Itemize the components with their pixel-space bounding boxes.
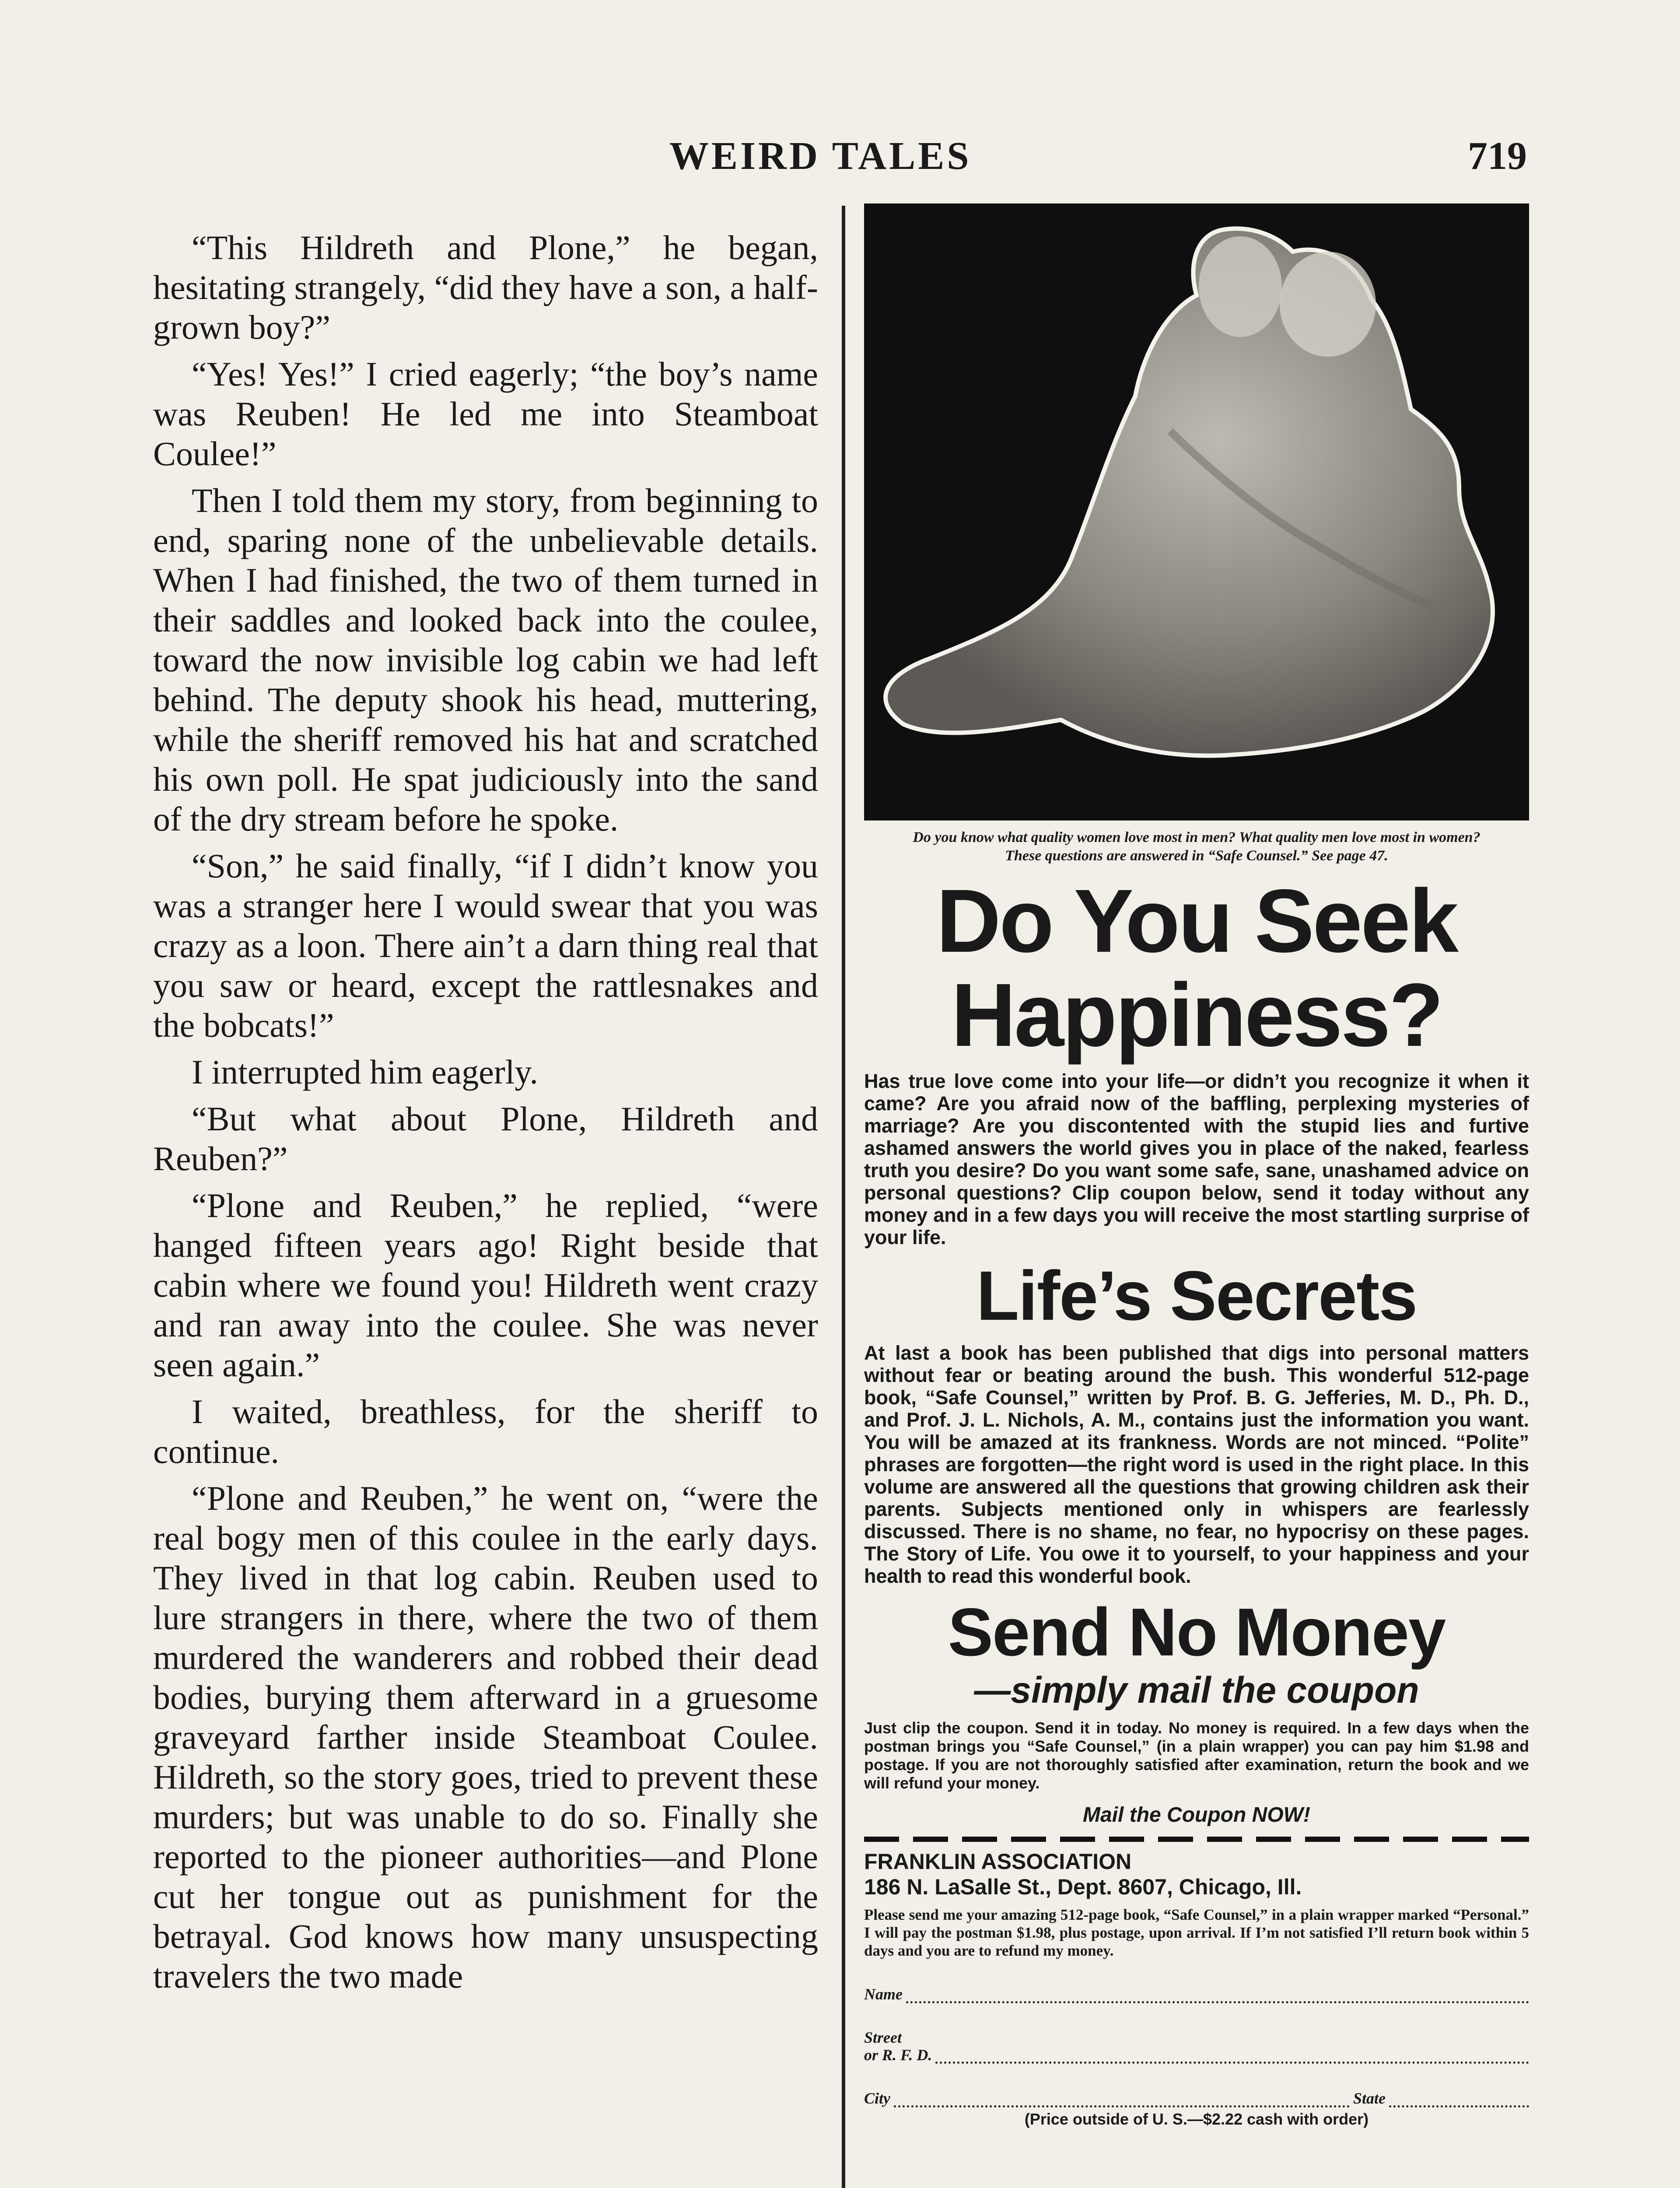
- couple-silhouette-image: [864, 203, 1529, 820]
- story-paragraph: “Plone and Reuben,” he replied, “were hanged fifteen years ago! Right beside that cabin where we found you! Hildreth went crazy and ran away into the coulee. She was never seen again.”: [153, 1186, 818, 1384]
- story-paragraph: “But what about Plone, Hildreth and Reuben?”: [153, 1100, 818, 1178]
- running-head: WEIRD TALES: [669, 134, 972, 178]
- association-address: 186 N. LaSalle St., Dept. 8607, Chicago, Ill.: [864, 1875, 1302, 1899]
- story-paragraph: I interrupted him eagerly.: [192, 1053, 538, 1091]
- photo-caption: Do you know what quality women love most in men? What quality men love most in women? These questions are answered in “Safe Counsel.” See page 47.: [913, 829, 1480, 864]
- couple-photo: [864, 203, 1529, 820]
- story-column: [153, 228, 818, 2003]
- story-paragraph: “This Hildreth and Plone,” he began, hesitating strangely, “did they have a son, a half-grown boy?”: [153, 228, 818, 346]
- story-paragraph: I waited, breathless, for the sheriff to continue.: [153, 1392, 818, 1470]
- name-line[interactable]: [906, 1988, 1529, 2003]
- headline-line: Happiness?: [951, 965, 1442, 1065]
- city-label: City: [864, 2090, 890, 2107]
- story-paragraph: “Yes! Yes!” I cried eagerly; “the boy’s name was Reuben! He led me into Steamboat Coulee!”: [153, 355, 818, 473]
- city-line[interactable]: [894, 2092, 1350, 2107]
- city-state-field[interactable]: [864, 2089, 1529, 2107]
- story-paragraph: “Plone and Reuben,” he went on, “were the real bogy men of this coulee in the early days. They lived in that log cabin. Reuben used to lure strangers in there, where the two of them murdered the wanderers and robbed their dead bodies, burying them afterward in a gruesome graveyard farther inside Steamboat Coulee. Hildreth, so the story goes, tried to prevent these murders; but was unable to do so. Finally she reported to the pioneer authorities—and Plone cut her tongue out as punishment for the betrayal. God knows how many unsuspecting travelers the two made: [153, 1479, 818, 1995]
- send-no-money-heading: Send No Money: [948, 1594, 1446, 1670]
- advertisement: [864, 203, 1529, 2128]
- book-description: At last a book has been published that digs into personal matters without fear or beating around the bush. This wonderful 512-page book, “Safe Counsel,” written by Prof. B. G. Jefferies, M. D., Ph. D., and Prof. J. L. Nichols, A. M., contains just the information you want. You will be amazed at its frankness. Words are not minced. “Polite” phrases are forgotten—the right word is used in the right place. In this volume are answered all the questions that growing children ask their parents. Subjects mentioned only in whispers are fearlessly discussed. There is no shame, no fear, no hypocrisy on these pages. The Story of Life. You owe it to yourself, to your happiness and your health to read this wonderful book.: [864, 1342, 1529, 1587]
- coupon-cut-line: [864, 1837, 1529, 1842]
- ad-headline: [864, 871, 1529, 1065]
- name-field[interactable]: [864, 1985, 1529, 2003]
- coupon-order-text: Please send me your amazing 512-page book, “Safe Counsel,” in a plain wrapper marked “Personal.” I will pay the postman $1.98, plus postage, upon arrival. If I’m not satisfied I’ll return book within 5 days and you are to refund my money.: [864, 1906, 1529, 1959]
- column-divider: [842, 206, 845, 2188]
- state-label: State: [1353, 2090, 1386, 2107]
- street-label: [864, 2029, 932, 2064]
- headline-line: Do You Seek: [936, 871, 1457, 971]
- mail-now-callout: Mail the Coupon NOW!: [1083, 1803, 1310, 1827]
- story-paragraph: “Son,” he said finally, “if I didn’t know you was a stranger here I would swear that you was crazy as a loon. There ain’t a darn thing real that you saw or heard, except the rattlesnakes and the bobcats!”: [153, 847, 818, 1044]
- ad-intro-text: Has true love come into your life—or didn’t you recognize it when it came? Are you afraid now of the baffling, perplexing mysteries of marriage? Are you discontented with the stupid lies and furtive ashamed answers the world gives you in place of the naked, fearless truth you desire? Do you want some safe, sane, unashamed advice on personal questions? Clip coupon below, send it today without any money and in a few days you will receive the most startling surprise of your life.: [864, 1070, 1529, 1248]
- story-paragraph: Then I told them my story, from beginning to end, sparing none of the unbelievable details. When I had finished, the two of them turned in their saddles and looked back into the coulee, toward the now invisible log cabin we had left behind. The deputy shook his head, muttering, while the sheriff removed his hat and scratched his own poll. He spat judiciously into the sand of the dry stream before he spoke.: [153, 481, 818, 838]
- rfd-label-line: or R. F. D.: [864, 2046, 932, 2064]
- lifes-secrets-heading: Life’s Secrets: [976, 1256, 1417, 1335]
- association-name: FRANKLIN ASSOCIATION: [864, 1849, 1132, 1874]
- street-label-line: Street: [864, 2029, 902, 2046]
- state-line[interactable]: [1389, 2092, 1529, 2107]
- name-label: Name: [864, 1985, 903, 2003]
- page-number: 719: [1468, 134, 1527, 178]
- street-field[interactable]: [864, 2029, 1529, 2064]
- order-instructions: Just clip the coupon. Send it in today. No money is required. In a few days when the postman brings you “Safe Counsel,” (in a plain wrapper) you can pay him $1.98 and postage. If you are not thoroughly satisfied after examination, return the book and we will refund your money.: [864, 1719, 1529, 1792]
- street-line[interactable]: [935, 2048, 1529, 2064]
- coupon-header: [864, 1849, 1529, 1900]
- tagline: —simply mail the coupon: [974, 1669, 1419, 1711]
- foreign-price-note: (Price outside of U. S.—$2.22 cash with order): [1024, 2110, 1369, 2128]
